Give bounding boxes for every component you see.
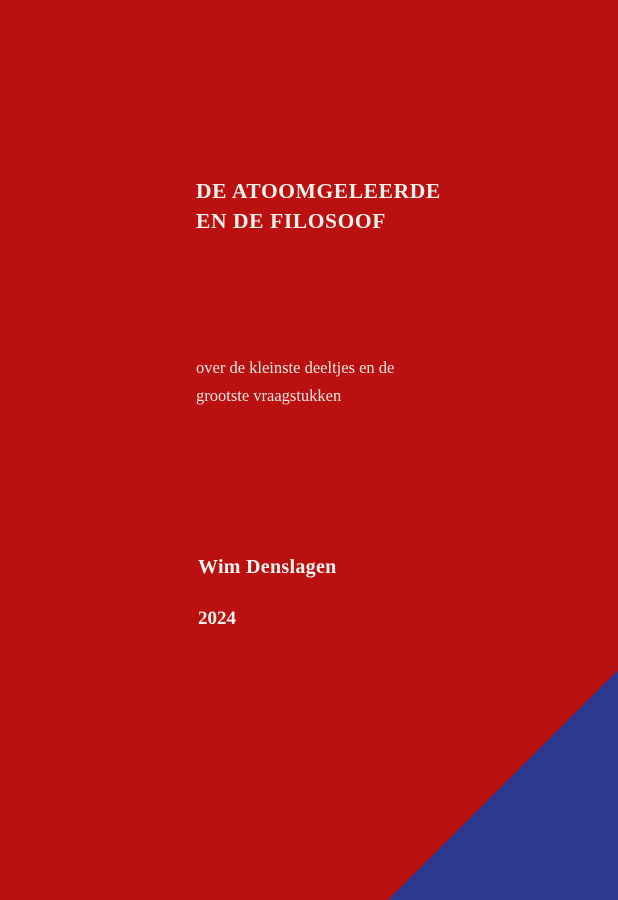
book-subtitle-line-2: grootste vraagstukken: [196, 386, 342, 405]
book-subtitle-line-1: over de kleinste deeltjes en de: [196, 358, 395, 377]
corner-triangle-decoration: [388, 670, 618, 900]
book-title-line-2: EN DE FILOSOOF: [196, 209, 386, 233]
book-subtitle: [196, 354, 536, 410]
book-title: [196, 176, 526, 236]
book-year: 2024: [198, 608, 236, 629]
book-title-line-1: DE ATOOMGELEERDE: [196, 179, 441, 203]
book-author: Wim Denslagen: [198, 556, 337, 578]
